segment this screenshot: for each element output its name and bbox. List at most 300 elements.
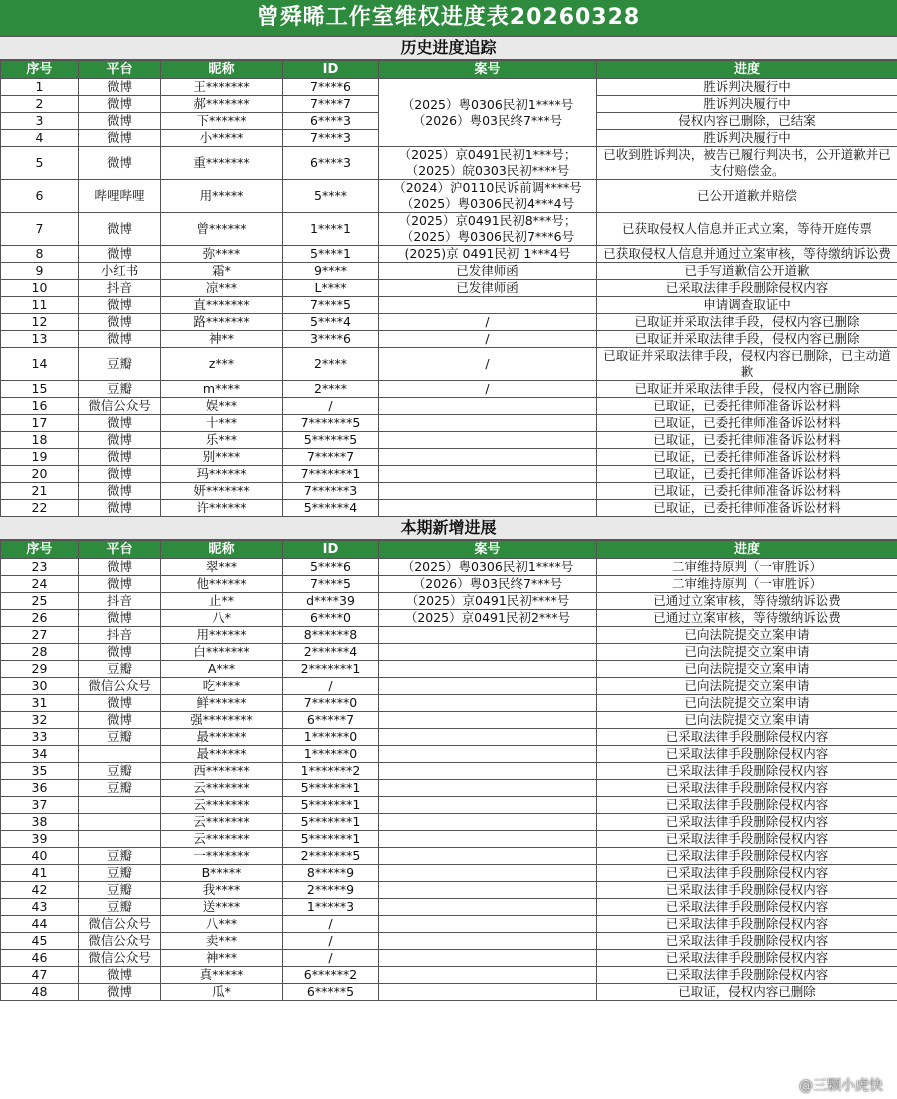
cell-id: 5******5: [283, 432, 379, 449]
cell-id: 6******2: [283, 967, 379, 984]
cell-case: （2026）粤03民终7***号: [379, 576, 597, 593]
cell-case: [379, 729, 597, 746]
column-header: 进度: [597, 541, 897, 559]
cell-case: [379, 483, 597, 500]
cell-progress: 已取证，已委托律师准备诉讼材料: [597, 449, 897, 466]
cell-nickname: 直*******: [161, 297, 283, 314]
cell-platform: 豆瓣: [79, 865, 161, 882]
cell-no: 9: [1, 263, 79, 280]
cell-platform: 微博: [79, 415, 161, 432]
cell-no: 19: [1, 449, 79, 466]
cell-nickname: 云*******: [161, 797, 283, 814]
cell-no: 33: [1, 729, 79, 746]
cell-id: 5*******1: [283, 831, 379, 848]
cell-case: [379, 865, 597, 882]
cell-nickname: 神***: [161, 950, 283, 967]
cell-nickname: 西*******: [161, 763, 283, 780]
cell-id: /: [283, 916, 379, 933]
cell-platform: 微博: [79, 483, 161, 500]
cell-progress: 已取证并采取法律手段，侵权内容已删除: [597, 381, 897, 398]
cell-no: 10: [1, 280, 79, 297]
cell-no: 27: [1, 627, 79, 644]
cell-id: 2****: [283, 348, 379, 381]
cell-id: /: [283, 678, 379, 695]
cell-nickname: 凉***: [161, 280, 283, 297]
cell-case: [379, 644, 597, 661]
cell-case: [379, 695, 597, 712]
cell-no: 24: [1, 576, 79, 593]
cell-nickname: 瓜*: [161, 984, 283, 1001]
cell-no: 47: [1, 967, 79, 984]
cell-platform: 豆瓣: [79, 848, 161, 865]
cell-nickname: A***: [161, 661, 283, 678]
cell-progress: 已通过立案审核，等待缴纳诉讼费: [597, 593, 897, 610]
cell-nickname: 玛******: [161, 466, 283, 483]
cell-progress: 已取证，已委托律师准备诉讼材料: [597, 483, 897, 500]
cell-case: （2025）京0491民初****号: [379, 593, 597, 610]
table-row: [1, 729, 897, 746]
cell-case: 已发律师函: [379, 263, 597, 280]
cell-platform: 微博: [79, 576, 161, 593]
cell-case: [379, 627, 597, 644]
cell-platform: 微博: [79, 314, 161, 331]
cell-case: （2025）京0491民初8***号； （2025）粤0306民初7***6号: [379, 213, 597, 246]
cell-nickname: 吃****: [161, 678, 283, 695]
table-row: [1, 415, 897, 432]
cell-platform: 抖音: [79, 280, 161, 297]
table-row: [1, 593, 897, 610]
cell-id: 1*******2: [283, 763, 379, 780]
cell-id: 7****5: [283, 297, 379, 314]
table-row: [1, 644, 897, 661]
cell-progress: 侵权内容已删除，已结案: [597, 113, 897, 130]
table-row: [1, 848, 897, 865]
cell-nickname: 他******: [161, 576, 283, 593]
table-row: [1, 381, 897, 398]
cell-progress: 已取证并采取法律手段，侵权内容已删除: [597, 314, 897, 331]
table-row: [1, 79, 897, 96]
table-row: [1, 899, 897, 916]
cell-id: 8*****9: [283, 865, 379, 882]
cell-case: /: [379, 331, 597, 348]
cell-id: d****39: [283, 593, 379, 610]
cell-nickname: 我****: [161, 882, 283, 899]
cell-no: 39: [1, 831, 79, 848]
cell-id: 6****3: [283, 113, 379, 130]
cell-progress: 已采取法律手段删除侵权内容: [597, 865, 897, 882]
cell-nickname: z***: [161, 348, 283, 381]
cell-progress: 胜诉判决履行中: [597, 79, 897, 96]
cell-nickname: 一*******: [161, 848, 283, 865]
cell-platform: 微信公众号: [79, 678, 161, 695]
table-row: [1, 398, 897, 415]
cell-nickname: 郝*******: [161, 96, 283, 113]
column-header: 进度: [597, 61, 897, 79]
table-row: [1, 882, 897, 899]
cell-progress: 已采取法律手段删除侵权内容: [597, 882, 897, 899]
cell-case: [379, 950, 597, 967]
cell-platform: 微信公众号: [79, 398, 161, 415]
cell-no: 43: [1, 899, 79, 916]
cell-platform: 微博: [79, 500, 161, 517]
cell-id: 7****6: [283, 79, 379, 96]
cell-progress: 二审维持原判（一审胜诉）: [597, 576, 897, 593]
cell-no: 44: [1, 916, 79, 933]
table-row: [1, 213, 897, 246]
cell-platform: 微博: [79, 449, 161, 466]
table-row: [1, 432, 897, 449]
cell-progress: 已采取法律手段删除侵权内容: [597, 950, 897, 967]
cell-id: 1******0: [283, 729, 379, 746]
table-row: [1, 263, 897, 280]
cell-id: /: [283, 398, 379, 415]
cell-progress: 已取证，已委托律师准备诉讼材料: [597, 466, 897, 483]
cell-case: [379, 814, 597, 831]
cell-platform: 微信公众号: [79, 950, 161, 967]
cell-id: 7******3: [283, 483, 379, 500]
cell-no: 21: [1, 483, 79, 500]
cell-no: 1: [1, 79, 79, 96]
cell-no: 3: [1, 113, 79, 130]
table-row: [1, 797, 897, 814]
cell-no: 14: [1, 348, 79, 381]
cell-platform: [79, 814, 161, 831]
cell-progress: 已手写道歉信公开道歉: [597, 263, 897, 280]
cell-no: 11: [1, 297, 79, 314]
cell-nickname: 神**: [161, 331, 283, 348]
cell-platform: 微博: [79, 331, 161, 348]
cell-no: 6: [1, 180, 79, 213]
cell-progress: 已采取法律手段删除侵权内容: [597, 933, 897, 950]
cell-id: 7****5: [283, 576, 379, 593]
cell-case: [379, 712, 597, 729]
table-row: [1, 746, 897, 763]
cell-no: 18: [1, 432, 79, 449]
cell-case: （2024）沪0110民诉前调****号 （2025）粤0306民初4***4号: [379, 180, 597, 213]
progress-table: [0, 540, 897, 1001]
cell-nickname: 云*******: [161, 831, 283, 848]
table-row: [1, 763, 897, 780]
cell-nickname: 王*******: [161, 79, 283, 96]
cell-platform: 微博: [79, 297, 161, 314]
cell-progress: 已取证，已委托律师准备诉讼材料: [597, 398, 897, 415]
cell-progress: 已采取法律手段删除侵权内容: [597, 746, 897, 763]
cell-nickname: 用******: [161, 627, 283, 644]
cell-no: 25: [1, 593, 79, 610]
cell-id: 5*******1: [283, 814, 379, 831]
cell-no: 29: [1, 661, 79, 678]
cell-platform: 豆瓣: [79, 729, 161, 746]
cell-progress: 已采取法律手段删除侵权内容: [597, 814, 897, 831]
cell-nickname: 用*****: [161, 180, 283, 213]
cell-id: 7******0: [283, 695, 379, 712]
table-row: [1, 610, 897, 627]
cell-progress: 已通过立案审核，等待缴纳诉讼费: [597, 610, 897, 627]
cell-platform: [79, 831, 161, 848]
table-row: [1, 147, 897, 180]
cell-platform: 微博: [79, 610, 161, 627]
cell-progress: 已取证，侵权内容已删除: [597, 984, 897, 1001]
cell-case: /: [379, 348, 597, 381]
cell-case: (2025)京 0491民初 1***4号: [379, 246, 597, 263]
cell-case: /: [379, 381, 597, 398]
cell-platform: 微博: [79, 79, 161, 96]
cell-id: 6****0: [283, 610, 379, 627]
cell-id: 7*******5: [283, 415, 379, 432]
cell-no: 4: [1, 130, 79, 147]
cell-platform: 豆瓣: [79, 882, 161, 899]
cell-progress: 申请调查取证中: [597, 297, 897, 314]
cell-id: 9****: [283, 263, 379, 280]
cell-progress: 已获取侵权人信息并通过立案审核，等待缴纳诉讼费: [597, 246, 897, 263]
cell-platform: 豆瓣: [79, 661, 161, 678]
table-row: [1, 661, 897, 678]
table-row: [1, 348, 897, 381]
cell-progress: 已取证并采取法律手段，侵权内容已删除，已主动道歉: [597, 348, 897, 381]
cell-nickname: 云*******: [161, 814, 283, 831]
cell-id: 3****6: [283, 331, 379, 348]
cell-id: 5******4: [283, 500, 379, 517]
cell-nickname: 止**: [161, 593, 283, 610]
cell-case: （2025）京0491民初2***号: [379, 610, 597, 627]
cell-id: 5****1: [283, 246, 379, 263]
cell-nickname: 白*******: [161, 644, 283, 661]
cell-case: [379, 967, 597, 984]
cell-no: 45: [1, 933, 79, 950]
cell-nickname: 下******: [161, 113, 283, 130]
cell-no: 8: [1, 246, 79, 263]
cell-no: 35: [1, 763, 79, 780]
cell-platform: 微博: [79, 96, 161, 113]
cell-progress: 已取证，已委托律师准备诉讼材料: [597, 500, 897, 517]
table-row: [1, 984, 897, 1001]
cell-case: [379, 984, 597, 1001]
cell-case: 已发律师函: [379, 280, 597, 297]
cell-case: [379, 916, 597, 933]
cell-no: 26: [1, 610, 79, 627]
table-row: [1, 831, 897, 848]
cell-id: 2*****9: [283, 882, 379, 899]
cell-nickname: 十***: [161, 415, 283, 432]
cell-platform: 微信公众号: [79, 933, 161, 950]
cell-progress: 已向法院提交立案申请: [597, 695, 897, 712]
table-row: [1, 678, 897, 695]
cell-id: 2*******5: [283, 848, 379, 865]
cell-no: 37: [1, 797, 79, 814]
cell-platform: [79, 797, 161, 814]
cell-platform: 豆瓣: [79, 348, 161, 381]
cell-progress: 已采取法律手段删除侵权内容: [597, 797, 897, 814]
cell-nickname: 别****: [161, 449, 283, 466]
cell-no: 23: [1, 559, 79, 576]
cell-progress: 已采取法律手段删除侵权内容: [597, 916, 897, 933]
cell-platform: 微博: [79, 147, 161, 180]
cell-case: [379, 848, 597, 865]
cell-id: 5****6: [283, 559, 379, 576]
cell-nickname: 妍*******: [161, 483, 283, 500]
cell-nickname: 送****: [161, 899, 283, 916]
cell-no: 2: [1, 96, 79, 113]
cell-progress: 已采取法律手段删除侵权内容: [597, 899, 897, 916]
cell-no: 34: [1, 746, 79, 763]
section-title: 本期新增进展: [0, 517, 897, 540]
cell-id: 1*****3: [283, 899, 379, 916]
cell-progress: 已采取法律手段删除侵权内容: [597, 280, 897, 297]
column-header: ID: [283, 61, 379, 79]
cell-case: [379, 933, 597, 950]
cell-no: 36: [1, 780, 79, 797]
cell-progress: 已取证并采取法律手段，侵权内容已删除: [597, 331, 897, 348]
cell-platform: 微博: [79, 113, 161, 130]
cell-progress: 已取证，已委托律师准备诉讼材料: [597, 432, 897, 449]
table-row: [1, 466, 897, 483]
table-row: [1, 780, 897, 797]
cell-progress: 已采取法律手段删除侵权内容: [597, 729, 897, 746]
cell-id: /: [283, 933, 379, 950]
column-header: 平台: [79, 61, 161, 79]
table-row: [1, 950, 897, 967]
table-row: [1, 297, 897, 314]
table-row: [1, 314, 897, 331]
cell-id: 7****7: [283, 96, 379, 113]
cell-platform: 豆瓣: [79, 381, 161, 398]
table-row: [1, 695, 897, 712]
cell-no: 17: [1, 415, 79, 432]
cell-no: 42: [1, 882, 79, 899]
cell-progress: 已取证，已委托律师准备诉讼材料: [597, 415, 897, 432]
column-header: ID: [283, 541, 379, 559]
sections-container: [0, 37, 897, 1001]
cell-case: [379, 831, 597, 848]
cell-platform: 微博: [79, 213, 161, 246]
cell-platform: 微博: [79, 712, 161, 729]
cell-no: 30: [1, 678, 79, 695]
cell-platform: 抖音: [79, 627, 161, 644]
cell-id: 2****: [283, 381, 379, 398]
cell-no: 12: [1, 314, 79, 331]
table-row: [1, 500, 897, 517]
column-header: 案号: [379, 61, 597, 79]
cell-nickname: 曾******: [161, 213, 283, 246]
cell-nickname: 云*******: [161, 780, 283, 797]
cell-id: 6*****5: [283, 984, 379, 1001]
cell-progress: 二审维持原判（一审胜诉）: [597, 559, 897, 576]
column-header: 序号: [1, 541, 79, 559]
cell-id: 8******8: [283, 627, 379, 644]
cell-case: （2025）京0491民初1***号； （2025）皖0303民初****号: [379, 147, 597, 180]
cell-progress: 已向法院提交立案申请: [597, 678, 897, 695]
cell-progress: 胜诉判决履行中: [597, 130, 897, 147]
table-row: [1, 280, 897, 297]
cell-id: 7*******1: [283, 466, 379, 483]
cell-progress: 已采取法律手段删除侵权内容: [597, 763, 897, 780]
cell-no: 31: [1, 695, 79, 712]
cell-progress: 已采取法律手段删除侵权内容: [597, 967, 897, 984]
cell-platform: 小红书: [79, 263, 161, 280]
cell-nickname: 重*******: [161, 147, 283, 180]
cell-id: /: [283, 950, 379, 967]
cell-platform: 微博: [79, 130, 161, 147]
cell-no: 32: [1, 712, 79, 729]
column-header: 昵称: [161, 541, 283, 559]
cell-platform: 微博: [79, 967, 161, 984]
cell-progress: 已采取法律手段删除侵权内容: [597, 831, 897, 848]
cell-case: [379, 882, 597, 899]
column-header: 昵称: [161, 61, 283, 79]
cell-nickname: B*****: [161, 865, 283, 882]
cell-id: 7****3: [283, 130, 379, 147]
cell-case: [379, 500, 597, 517]
cell-no: 40: [1, 848, 79, 865]
cell-case: [379, 661, 597, 678]
cell-id: 6*****7: [283, 712, 379, 729]
cell-no: 22: [1, 500, 79, 517]
table-row: [1, 246, 897, 263]
table-row: [1, 483, 897, 500]
cell-platform: 豆瓣: [79, 899, 161, 916]
column-header: 案号: [379, 541, 597, 559]
cell-id: 5*******1: [283, 797, 379, 814]
cell-id: L****: [283, 280, 379, 297]
cell-id: 7*****7: [283, 449, 379, 466]
cell-no: 13: [1, 331, 79, 348]
cell-nickname: 真*****: [161, 967, 283, 984]
cell-case: （2025）粤0306民初1****号 （2026）粤03民终7***号: [379, 79, 597, 147]
cell-nickname: 卖***: [161, 933, 283, 950]
cell-nickname: 小*****: [161, 130, 283, 147]
cell-case: [379, 415, 597, 432]
table-row: [1, 865, 897, 882]
cell-progress: 已获取侵权人信息并正式立案，等待开庭传票: [597, 213, 897, 246]
table-row: [1, 712, 897, 729]
cell-case: （2025）粤0306民初1****号: [379, 559, 597, 576]
cell-id: 2*******1: [283, 661, 379, 678]
table-row: [1, 559, 897, 576]
cell-id: 5****: [283, 180, 379, 213]
cell-platform: 豆瓣: [79, 780, 161, 797]
cell-no: 48: [1, 984, 79, 1001]
cell-no: 7: [1, 213, 79, 246]
cell-platform: 微博: [79, 432, 161, 449]
cell-nickname: 弥****: [161, 246, 283, 263]
cell-platform: 抖音: [79, 593, 161, 610]
cell-platform: 微博: [79, 984, 161, 1001]
cell-progress: 已采取法律手段删除侵权内容: [597, 848, 897, 865]
cell-no: 38: [1, 814, 79, 831]
cell-platform: 微博: [79, 246, 161, 263]
watermark-text: @三颗小虎快: [799, 1078, 883, 1094]
report-title: 曾舜晞工作室维权进度表20260328: [0, 0, 897, 37]
section-title: 历史进度追踪: [0, 37, 897, 60]
table-row: [1, 449, 897, 466]
cell-case: [379, 746, 597, 763]
cell-case: [379, 466, 597, 483]
cell-progress: 已公开道歉并赔偿: [597, 180, 897, 213]
cell-case: [379, 780, 597, 797]
cell-nickname: m****: [161, 381, 283, 398]
cell-nickname: 最******: [161, 729, 283, 746]
cell-nickname: 强********: [161, 712, 283, 729]
table-row: [1, 180, 897, 213]
table-row: [1, 331, 897, 348]
cell-progress: 已向法院提交立案申请: [597, 644, 897, 661]
table-row: [1, 916, 897, 933]
cell-case: [379, 297, 597, 314]
cell-case: [379, 678, 597, 695]
cell-id: 1****1: [283, 213, 379, 246]
cell-case: [379, 899, 597, 916]
cell-nickname: 霜*: [161, 263, 283, 280]
